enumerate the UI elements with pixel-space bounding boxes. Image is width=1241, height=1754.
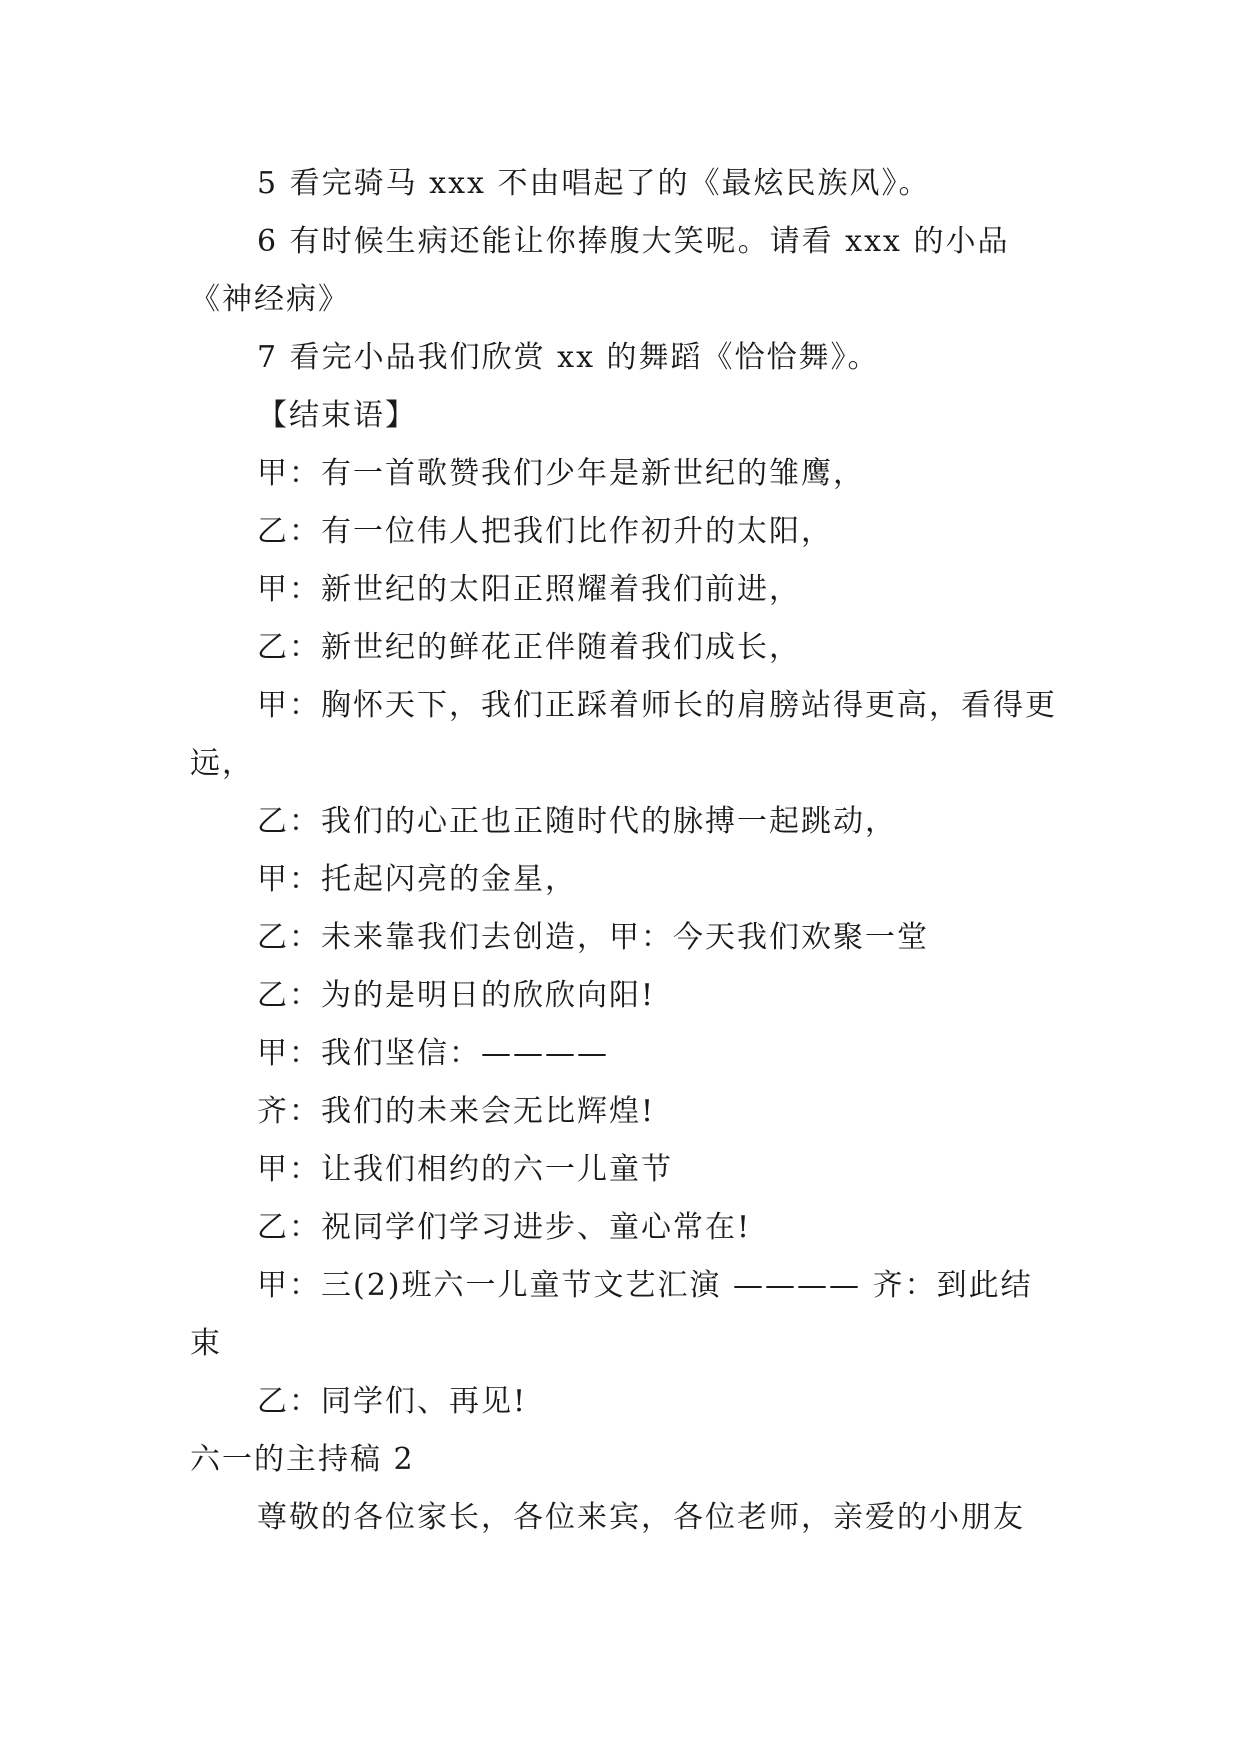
dialogue-line: 甲：有一首歌赞我们少年是新世纪的雏鹰，	[257, 456, 865, 491]
paragraph: 5 看完骑马 xxx 不由唱起了的《最炫民族风》。	[257, 166, 931, 201]
section-heading: 【结束语】	[257, 398, 417, 433]
paragraph: 6 有时候生病还能让你捧腹大笑呢。请看 xxx 的小品《神经病》	[190, 224, 1010, 317]
dialogue-line: 乙：我们的心正也正随时代的脉搏一起跳动，	[257, 804, 897, 839]
dialogue-line: 乙：新世纪的鲜花正伴随着我们成长，	[257, 630, 801, 665]
dialogue-line: 甲：三(2)班六一儿童节文艺汇演 ———— 齐：到此结束	[190, 1268, 1033, 1361]
dialogue-line: 乙：为的是明日的欣欣向阳!	[257, 978, 656, 1013]
dialogue-line: 乙：未来靠我们去创造，甲：今天我们欢聚一堂	[257, 920, 929, 955]
dialogue-line: 甲：托起闪亮的金星，	[257, 862, 577, 897]
dialogue-line: 齐：我们的未来会无比辉煌!	[257, 1094, 656, 1129]
dialogue-line: 乙：有一位伟人把我们比作初升的太阳，	[257, 514, 833, 549]
paragraph: 尊敬的各位家长，各位来宾，各位老师，亲爱的小朋友	[257, 1500, 1025, 1535]
dialogue-line: 甲：让我们相约的六一儿童节	[257, 1152, 673, 1187]
dialogue-line: 乙：同学们、再见!	[257, 1384, 528, 1419]
dialogue-line: 甲：胸怀天下，我们正踩着师长的肩膀站得更高，看得更远，	[190, 688, 1057, 781]
dialogue-line: 乙：祝同学们学习进步、童心常在!	[257, 1210, 752, 1245]
dialogue-line: 甲：新世纪的太阳正照耀着我们前进，	[257, 572, 801, 607]
document-body	[190, 155, 1060, 1547]
paragraph: 7 看完小品我们欣赏 xx 的舞蹈《恰恰舞》。	[257, 340, 880, 375]
document-title: 六一的主持稿 2	[190, 1442, 415, 1477]
dialogue-line: 甲：我们坚信：————	[257, 1036, 609, 1071]
